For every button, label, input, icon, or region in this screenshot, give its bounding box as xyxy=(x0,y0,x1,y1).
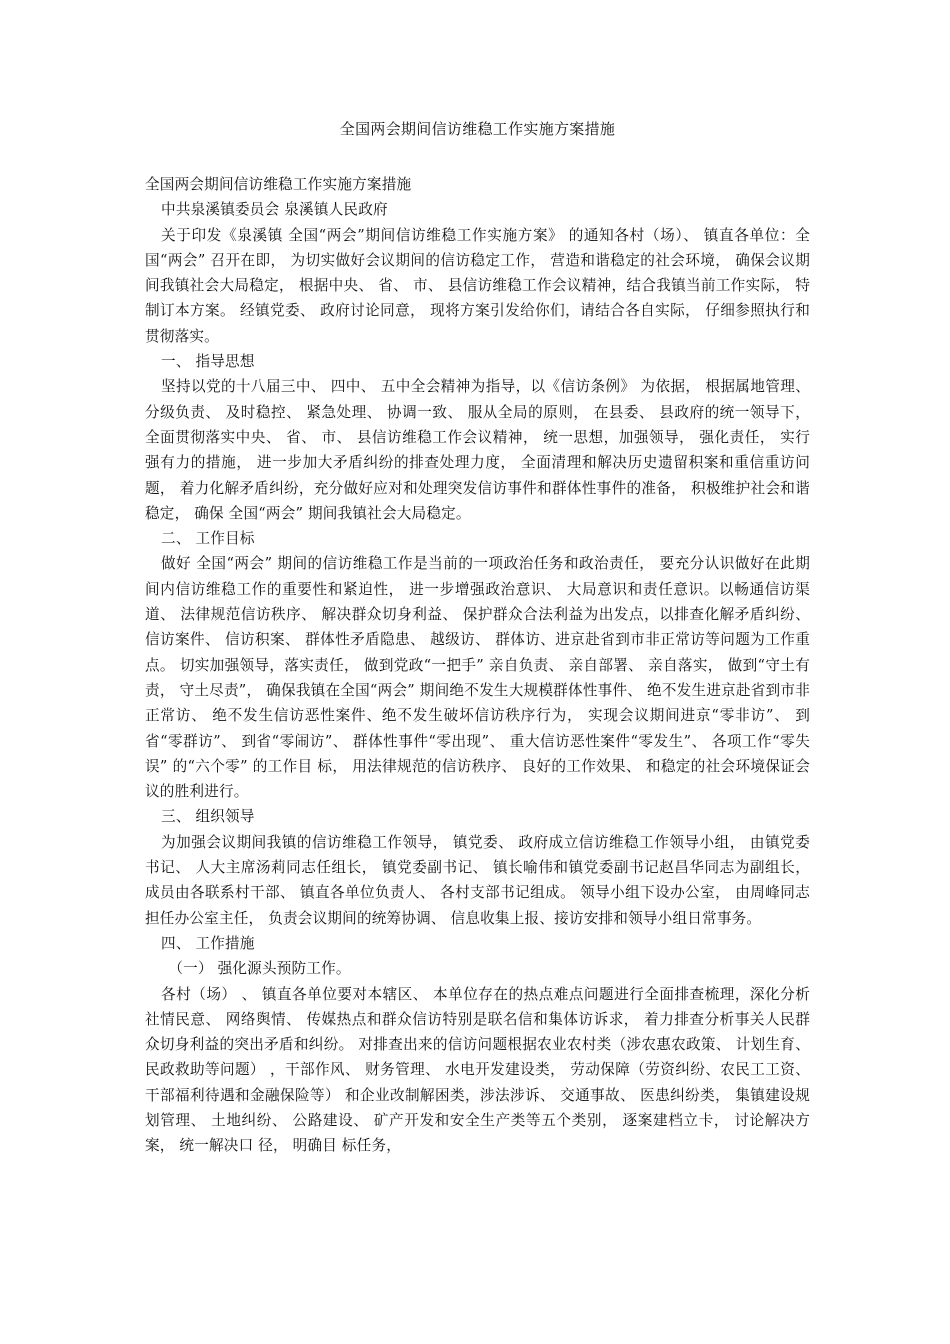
body-paragraph: 为加强会议期间我镇的信访维稳工作领导， 镇党委、 政府成立信访维稳工作领导小组， 由镇党委书记、 人大主席汤莉同志任组长， 镇党委副书记、 镇长喻伟和镇党委副书记赵昌华同志为副组长， 成员由各联系村干部、 镇直各单位负责人、 各村支部书记组成。 领导小组下设办公室， 由周峰同志担任办公室主任， 负责会议期间的统筹协调、 信息收集上报、接访安排和领导小组日常事务。 xyxy=(145,833,810,927)
body-paragraph: 关于印发《泉溪镇 全国“两会”期间信访维稳工作实施方案》 的通知各村（场）、 镇直各单位：全国“两会” 召开在即， 为切实做好会议期间的信访稳定工作， 营造和谐稳定的社会环境， 确保会议期间我镇社会大局稳定， 根据中央、 省、 市、 县信访维稳工作会议精神，结合我镇当前工作实际， 特制订本方案。 经镇党委、 政府讨论同意， 现将方案引发给你们，请结合各自实际， 仔细参照执行和贯彻落实。 xyxy=(145,226,810,345)
document-page xyxy=(145,118,810,1159)
body-paragraph: 做好 全国“两会” 期间的信访维稳工作是当前的一项政治任务和政治责任， 要充分认识做好在此期间内信访维稳工作的重要性和紧迫性， 进一步增强政治意识、 大局意识和责任意识。以畅通信访渠道、 法律规范信访秩序、 解决群众切身利益、 保护群众合法利益为出发点，以排查化解矛盾纠纷、信访案件、 信访积案、 群体性矛盾隐患、 越级访、 群体访、进京赴省到市非正常访等问题为工作重点。 切实加强领导，落实责任， 做到党政“一把手” 亲自负责、 亲自部署、 亲自落实， 做到“守土有责， 守土尽责”， 确保我镇在全国“两会” 期间绝不发生大规模群体性事件、 绝不发生进京赴省到市非正常访、 绝不发生信访恶性案件、绝不发生破坏信访秩序行为， 实现会议期间进京“零非访”、 到省“零群访”、 到省“零闹访”、 群体性事件“零出现”、 重大信访恶性案件“零发生”、 各项工作“零失误” 的“六个零” 的工作目 标， 用法律规范的信访秩序、 良好的工作效果、 和稳定的社会环境保证会议的胜利进行。 xyxy=(145,555,810,801)
subsection-heading: （一） 强化源头预防工作。 xyxy=(168,960,351,978)
body-paragraph: 坚持以党的十八届三中、 四中、 五中全会精神为指导，以《信访条例》 为依据， 根据属地管理、 分级负责、 及时稳控、 紧急处理、 协调一致、 服从全局的原则， 在县委、 县政府的统一领导下， 全面贯彻落实中央、 省、 市、 县信访维稳工作会议精神， 统一思想，加强领导， 强化责任， 实行强有力的措施， 进一步加大矛盾纠纷的排查处理力度， 全面清理和解决历史遗留积案和重信重访问题， 着力化解矛盾纠纷，充分做好应对和处理突发信访事件和群体性事件的准备， 积极维护社会和谐稳定， 确保 全国“两会” 期间我镇社会大局稳定。 xyxy=(145,378,810,522)
document-title: 全国两会期间信访维稳工作实施方案措施 xyxy=(339,120,616,138)
section-heading: 四、 工作措施 xyxy=(161,934,255,952)
body-paragraph: 各村（场） 、 镇直各单位要对本辖区、 本单位存在的热点难点问题进行全面排查梳理，深化分析社情民意、 网络舆情、 传媒热点和群众信访特别是联名信和集体访诉求， 着力排查分析事关人民群众切身利益的突出矛盾和纠纷。 对排查出来的信访问题根据农业农村类（涉农惠农政策、 计划生育、 民政救助等问题） ，干部作风、 财务管理、 水电开发建设类， 劳动保障（劳资纠纷、农民工工资、 干部福利待遇和金融保险等） 和企业改制解困类，涉法涉诉、 交通事故、 医患纠纷类， 集镇建设规划管理、 土地纠纷、 公路建设、 矿产开发和安全生产类等五个类别， 逐案建档立卡， 讨论解决方案， 统一解决口 径， 明确目 标任务， xyxy=(145,985,810,1155)
section-heading: 三、 组织领导 xyxy=(161,808,255,826)
document-subtitle: 全国两会期间信访维稳工作实施方案措施 xyxy=(145,176,412,193)
issuer-line: 中共泉溪镇委员会 泉溪镇人民政府 xyxy=(161,201,388,219)
document-body xyxy=(145,172,810,1159)
section-heading: 二、 工作目标 xyxy=(161,530,255,548)
section-heading: 一、 指导思想 xyxy=(161,353,255,371)
